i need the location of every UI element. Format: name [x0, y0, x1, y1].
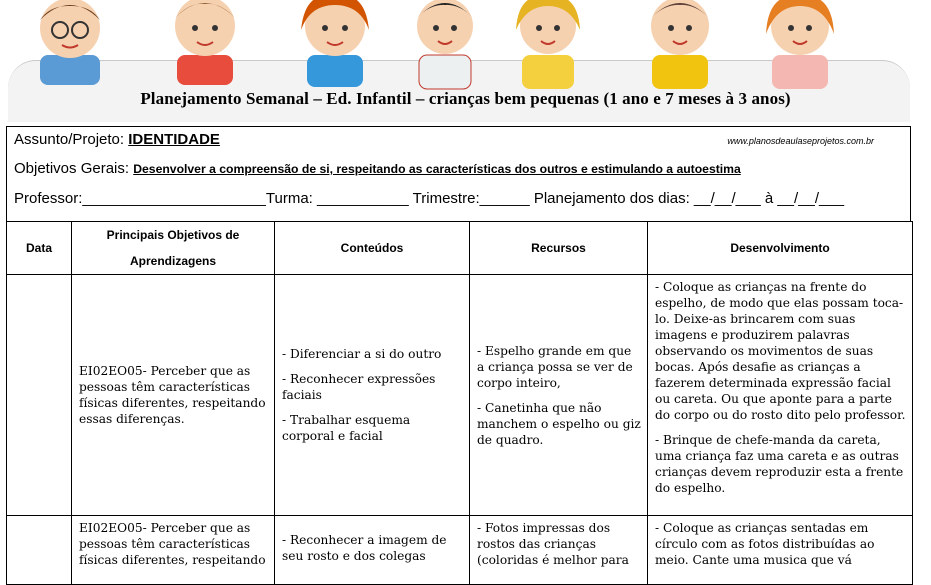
cell-objetivo — [72, 516, 275, 585]
table-row — [7, 275, 913, 516]
objetivos-label: Objetivos Gerais: — [14, 160, 134, 177]
cell-objetivo: EI02EO05- Perceber que as pessoas têm características físicas diferentes, respeitando essas diferenças. — [72, 275, 275, 516]
table-row — [7, 516, 913, 585]
children-illustration — [0, 0, 931, 92]
list-item: - Coloque as crianças sentadas em círculo com as fotos distribuídas ao meio. Cante uma musica que vá — [655, 521, 875, 567]
assunto-row — [14, 131, 220, 148]
list-item: - Diferenciar a si do outro — [282, 347, 442, 361]
cell-objetivo-text: EI02EO05- Perceber que as pessoas têm características físicas diferentes, respeitando — [79, 521, 266, 567]
planning-table — [6, 221, 913, 585]
header-banner — [0, 0, 931, 122]
cell-recursos — [470, 516, 648, 585]
assunto-value: IDENTIDADE — [128, 131, 220, 148]
header-conteudos: Conteúdos — [275, 222, 470, 275]
page-title: Planejamento Semanal – Ed. Infantil – crianças bem pequenas (1 ano e 7 meses à 3 anos) — [140, 89, 791, 108]
cell-desenvolvimento — [648, 275, 913, 516]
cell-recursos — [470, 275, 648, 516]
header-recursos: Recursos — [470, 222, 648, 275]
header-desenvolvimento: Desenvolvimento — [648, 222, 913, 275]
header-objetivos-label: Principais Objetivos de Aprendizagens — [106, 228, 240, 268]
list-item: - Espelho grande em que a criança possa se ver de corpo inteiro, — [477, 343, 633, 390]
header-data: Data — [7, 222, 72, 275]
list-item: - Fotos impressas dos rostos das crianças (coloridas é melhor para — [477, 521, 629, 567]
cell-data — [7, 516, 72, 585]
form-header — [6, 126, 911, 222]
website-text: www.planosdeaulaseprojetos.com.br — [727, 136, 874, 146]
objetivos-row — [14, 160, 741, 177]
cell-desenvolvimento — [648, 516, 913, 585]
cell-conteudos — [275, 275, 470, 516]
list-item: - Reconhecer a imagem de seu rosto e dos colegas — [282, 533, 447, 563]
list-item: - Trabalhar esquema corporal e facial — [282, 413, 411, 443]
list-item: - Brinque de chefe-manda da careta, uma criança faz uma careta e as outras crianças devem reproduzir esta a frente do espelho. — [655, 433, 904, 495]
list-item: - Canetinha que não manchem o espelho ou giz de quadro. — [477, 400, 641, 447]
professor-row: Professor:______________________Turma: ___________ Trimestre:______ Planejamento dos dias: __/__/___ à __/__/___ — [14, 190, 845, 207]
table-header-row — [7, 222, 913, 275]
cell-conteudos — [275, 516, 470, 585]
list-item: - Coloque as crianças na frente do espelho, de modo que elas possam toca-lo. Deixe-as brincarem com suas imagens e produzirem palavras observando os movimentos de suas bocas. Após desafie as crianças a fazerem determinada expressão facial ou careta. Ou que aponte para a parte do corpo ou do rosto dito pelo professor. — [655, 280, 906, 422]
list-item: - Reconhecer expressões faciais — [282, 372, 436, 402]
cell-data — [7, 275, 72, 516]
objetivos-value: Desenvolver a compreensão de si, respeitando as características dos outros e estimulando a autoestima — [133, 162, 741, 176]
header-objetivos — [72, 222, 275, 275]
assunto-label: Assunto/Projeto: — [14, 131, 129, 148]
